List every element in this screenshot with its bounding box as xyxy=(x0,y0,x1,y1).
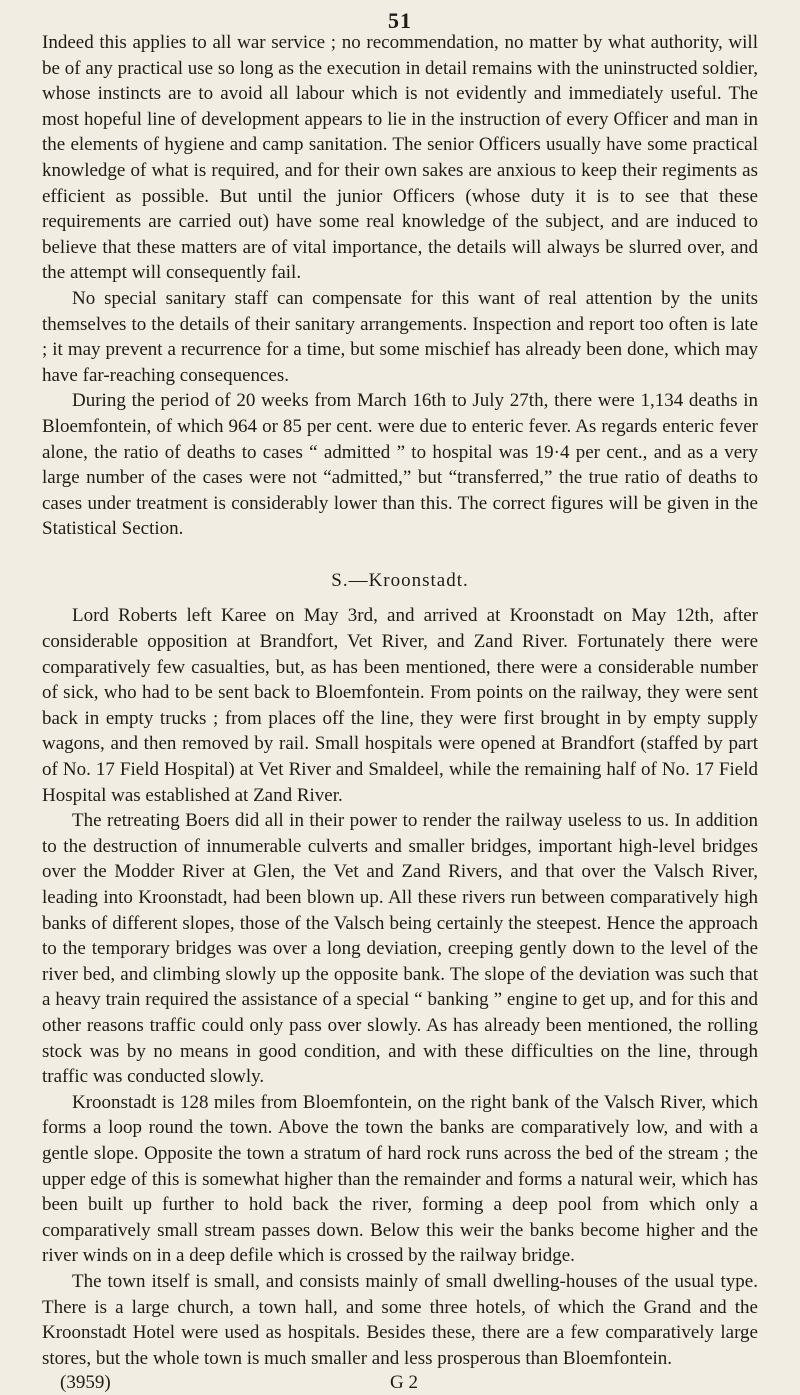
paragraph: The town itself is small, and consists mainly of small dwelling-houses of the usual type. There is a large church, a town hall, and some three hotels, of which the Grand and the Kroonstadt Hotel were used as hospitals. Besides these, there are a few comparatively large stores, but the whole town is much smaller and less prosperous than Bloemfontein. xyxy=(42,1270,758,1369)
paragraph: During the period of 20 weeks from March 16th to July 27th, there were 1,134 deaths in Bloemfontein, of which 964 or 85 per cent. were due to enteric fever. As regards enteric fever alone, the ratio of deaths to cases “ admitted ” to hospital was 19·4 per cent., and as a very large number of the cases were not “admitted,” but “transferred,” the true ratio of deaths to cases under treatment is considerably lower than this. The correct figures will be given in the Statistical Section. xyxy=(42,390,758,540)
page-footer xyxy=(42,1371,758,1395)
paragraph: Lord Roberts left Karee on May 3rd, and arrived at Kroonstadt on May 12th, after considerable opposition at Brandfort, Vet River, and Zand River. Fortunately there were comparatively few casualties, but, as has been mentioned, there were a considerable number of sick, who had to be sent back to Bloemfontein. From points on the railway, they were sent back in empty trucks ; from places off the line, they were first brought in by empty supply wagons, and then removed by rail. Small hospitals were opened at Brandfort (staffed by part of No. 17 Field Hospital) at Vet River and Smaldeel, while the remaining half of No. 17 Field Hospital was established at Zand River. xyxy=(42,605,758,806)
section-heading: S.—Kroonstadt. xyxy=(331,569,469,591)
paragraph: Kroonstadt is 128 miles from Bloemfontein, on the right bank of the Valsch River, which forms a loop round the town. Above the town the banks are comparatively low, and with a gentle slope. Opposite the town a stratum of hard rock runs across the bed of the stream ; the upper edge of this is somewhat higher than the remainder and forms a natural weir, which has been built up further to hold back the river, forming a deep pool from which only a comparatively small stream passes down. Below this weir the banks become higher and the river winds on in a deep defile which is crossed by the railway bridge. xyxy=(42,1091,758,1267)
page-number: 51 xyxy=(388,8,412,33)
paragraph: No special sanitary staff can compensate for this want of real attention by the units themselves to the details of their sanitary arrangements. Inspection and report too often is late ; it may prevent a recurrence for a time, but some mischief has already been done, which may have far-reaching consequences. xyxy=(42,287,758,386)
paragraph: Indeed this applies to all war service ; no recommendation, no matter by what authority, will be of any practical use so long as the execution in detail remains with the uninstructed soldier, whose instincts are to avoid all labour which is not evidently and immediately useful. The most hopeful line of development appears to lie in the instruction of every Officer and man in the elements of hygiene and camp sanitation. The senior Officers usually have some practical knowledge of what is required, and for their own sakes are anxious to keep their regiments as efficient as possible. But until the junior Officers (whose duty it is to see that these requirements are carried out) have some real knowledge of the subject, and are induced to believe that these matters are of vital importance, the details will always be slurred over, and the attempt will consequently fail. xyxy=(42,32,758,284)
signature-mark: G 2 xyxy=(390,1372,418,1394)
paragraph: The retreating Boers did all in their power to render the railway useless to us. In addition to the destruction of innumerable culverts and smaller bridges, important high-level bridges over the Modder River at Glen, the Vet and Zand Rivers, and that over the Valsch River, leading into Kroonstadt, had been blown up. All these rivers run between comparatively high banks of different slopes, those of the Valsch being certainly the steepest. Hence the approach to the temporary bridges was over a long deviation, creeping gently down to the level of the river bed, and climbing slowly up the opposite bank. The slope of the deviation was such that a heavy train required the assistance of a special “ banking ” engine to get up, and for this and other reasons traffic could only pass over slowly. As has already been mentioned, the rolling stock was by no means in good condition, and with these difficulties on the line, through traffic was conducted slowly. xyxy=(42,810,758,1088)
print-code: (3959) xyxy=(60,1372,111,1394)
body-text xyxy=(42,30,758,1371)
